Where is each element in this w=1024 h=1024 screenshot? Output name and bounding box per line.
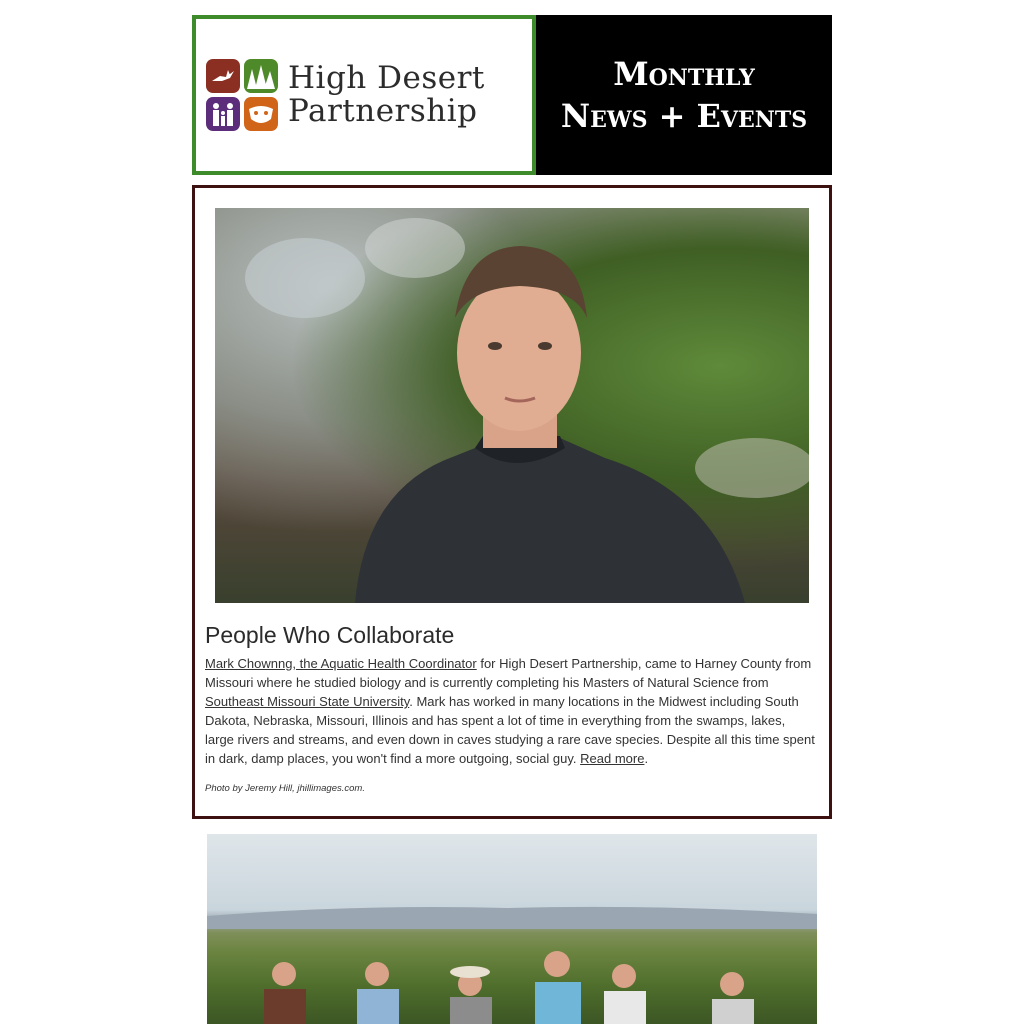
staff-profile-link[interactable]: Mark Chownng, the Aquatic Health Coordinator: [205, 656, 477, 671]
newsletter-header: [192, 15, 832, 175]
org-name-line1: High Desert: [288, 60, 485, 96]
org-name: [288, 62, 485, 128]
section-heading: People Who Collaborate: [205, 622, 455, 648]
paragraph-text-3: .: [644, 751, 649, 766]
read-more-link[interactable]: Read more: [580, 751, 645, 766]
logo-mark: [206, 59, 278, 131]
logo[interactable]: [192, 15, 536, 175]
banner-line2: News + Events: [560, 97, 808, 135]
portrait-illustration: [215, 208, 809, 603]
portrait-photo[interactable]: [215, 208, 809, 603]
cattle-icon: [244, 97, 278, 131]
bird-icon: [206, 59, 240, 93]
feature-paragraph: [205, 654, 815, 768]
banner-line1: Monthly: [613, 55, 755, 93]
family-icon: [206, 97, 240, 131]
photo-caption: Photo by Jeremy Hill, jhillimages.com.: [205, 783, 365, 794]
feature-card: [192, 185, 832, 819]
newsletter-banner: [536, 15, 832, 175]
paragraph-text-2: . Mark has worked in many locations in the Midwest including South Dakota, Nebraska, Missouri, Illinois and has spent a lot of time in everything from the swamps, lakes, large rivers and streams, and even down in caves studying a rare cave species. Despite all this time spent in dark, damp places, you won't find a more outgoing, social guy.: [205, 694, 815, 766]
university-link[interactable]: Southeast Missouri State University: [205, 694, 410, 709]
group-photo[interactable]: [207, 834, 817, 1024]
group-illustration: [207, 834, 817, 1024]
paragraph-text-1: for High Desert Partnership, came to Harney County from Missouri where he studied biology and is currently completing his Masters of Natural Science from: [205, 656, 812, 690]
org-name-line2: Partnership: [288, 93, 478, 129]
trees-icon: [244, 59, 278, 93]
